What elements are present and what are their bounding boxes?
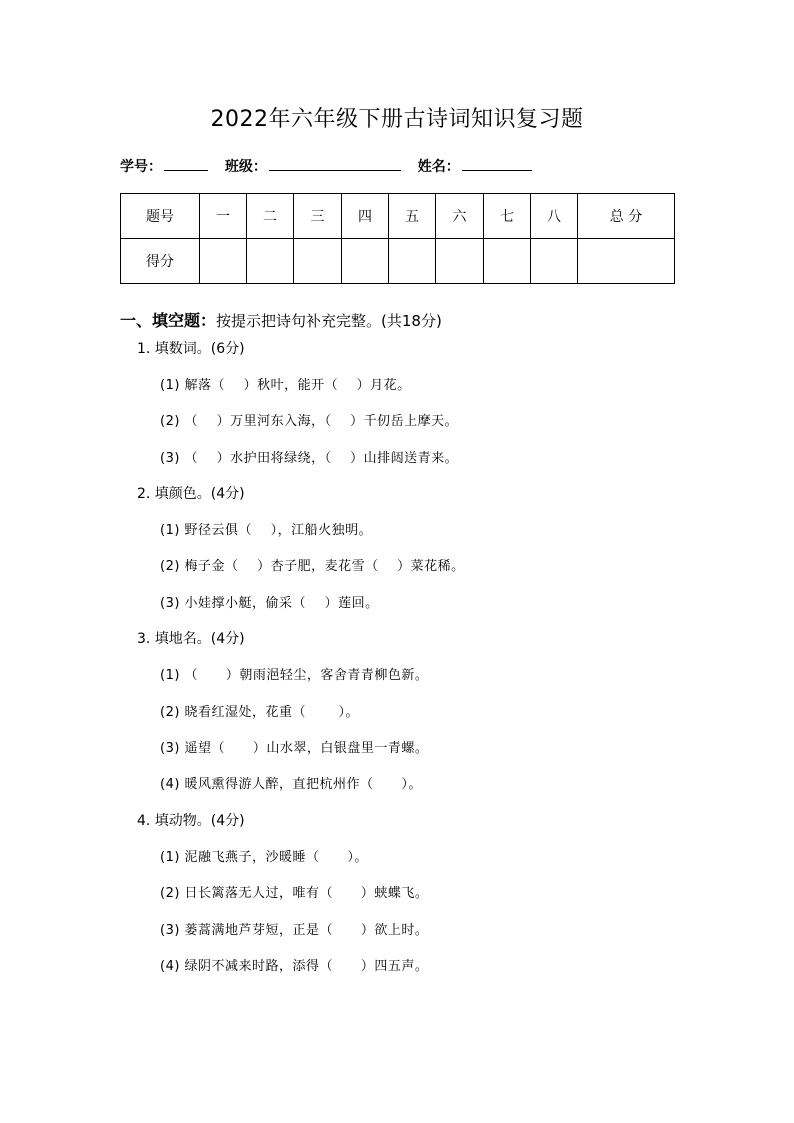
score-table (120, 193, 675, 284)
name-label: 姓名： (417, 159, 460, 175)
score-table-score-row (121, 239, 675, 284)
score-cell[interactable] (247, 239, 294, 284)
question-item: (2) 日长篱落无人过，唯有（ ）蛱蝶飞。 (160, 886, 429, 901)
question-item: (2) （ ）万里河东入海，（ ）千仞岳上摩天。 (160, 414, 459, 429)
score-table-header-cell: 一 (200, 194, 247, 239)
section-description: 按提示把诗句补充完整。(共18分) (216, 312, 442, 330)
score-table-header-cell: 四 (342, 194, 389, 239)
student-id-blank[interactable] (164, 156, 208, 171)
score-cell[interactable] (436, 239, 484, 284)
score-table-header-cell: 三 (294, 194, 342, 239)
score-cell[interactable] (342, 239, 389, 284)
score-table-header-cell: 八 (531, 194, 578, 239)
question-item: (1) （ ）朝雨浥轻尘，客舍青青柳色新。 (160, 668, 429, 683)
question-item: (3) （ ）水护田将绿绕，（ ）山排闼送青来。 (160, 451, 459, 466)
question-item: (3) 遥望（ ）山水翠，白银盘里一青螺。 (160, 741, 429, 756)
section-heading (120, 308, 442, 331)
score-cell[interactable] (200, 239, 247, 284)
score-cell[interactable] (389, 239, 436, 284)
question-label: 4. 填动物。(4分) (137, 813, 245, 829)
question-item: (1) 野径云俱（ ），江船火独明。 (160, 523, 373, 538)
page-title: 2022年六年级下册古诗词知识复习题 (210, 107, 584, 132)
score-cell[interactable] (294, 239, 342, 284)
question-item: (4) 绿阴不减来时路，添得（ ）四五声。 (160, 959, 429, 974)
class-label: 班级： (224, 159, 267, 175)
question-label: 3. 填地名。(4分) (137, 631, 245, 647)
score-table-header-cell: 题号 (121, 194, 200, 239)
class-blank[interactable] (269, 156, 401, 171)
score-table-header-cell: 二 (247, 194, 294, 239)
question-item: (2) 晓看红湿处，花重（ ）。 (160, 705, 359, 720)
question-item: (4) 暖风熏得游人醉，直把杭州作（ ）。 (160, 777, 422, 792)
score-table-header-row (121, 194, 675, 239)
score-table-header-cell: 六 (436, 194, 484, 239)
score-table-header-cell: 五 (389, 194, 436, 239)
question-label: 1. 填数词。(6分) (137, 341, 245, 357)
question-item: (1) 解落（ ）秋叶，能开（ ）月花。 (160, 378, 411, 393)
question-item: (3) 蒌蒿满地芦芽短，正是（ ）欲上时。 (160, 923, 429, 938)
score-cell-total[interactable] (578, 239, 675, 284)
question-label: 2. 填颜色。(4分) (137, 486, 245, 502)
score-cell[interactable] (531, 239, 578, 284)
student-info-line (120, 156, 544, 176)
section-title: 一、填空题： (120, 311, 217, 330)
score-table-header-cell: 七 (484, 194, 531, 239)
question-item: (2) 梅子金（ ）杏子肥，麦花雪（ ）菜花稀。 (160, 559, 465, 574)
question-item: (3) 小娃撑小艇，偷采（ ）莲回。 (160, 596, 379, 611)
score-cell[interactable] (484, 239, 531, 284)
question-item: (1) 泥融飞燕子，沙暖睡（ ）。 (160, 850, 368, 865)
score-table-header-cell: 总 分 (578, 194, 675, 239)
score-row-label: 得分 (121, 239, 200, 284)
student-id-label: 学号： (120, 159, 162, 175)
name-blank[interactable] (462, 156, 532, 171)
